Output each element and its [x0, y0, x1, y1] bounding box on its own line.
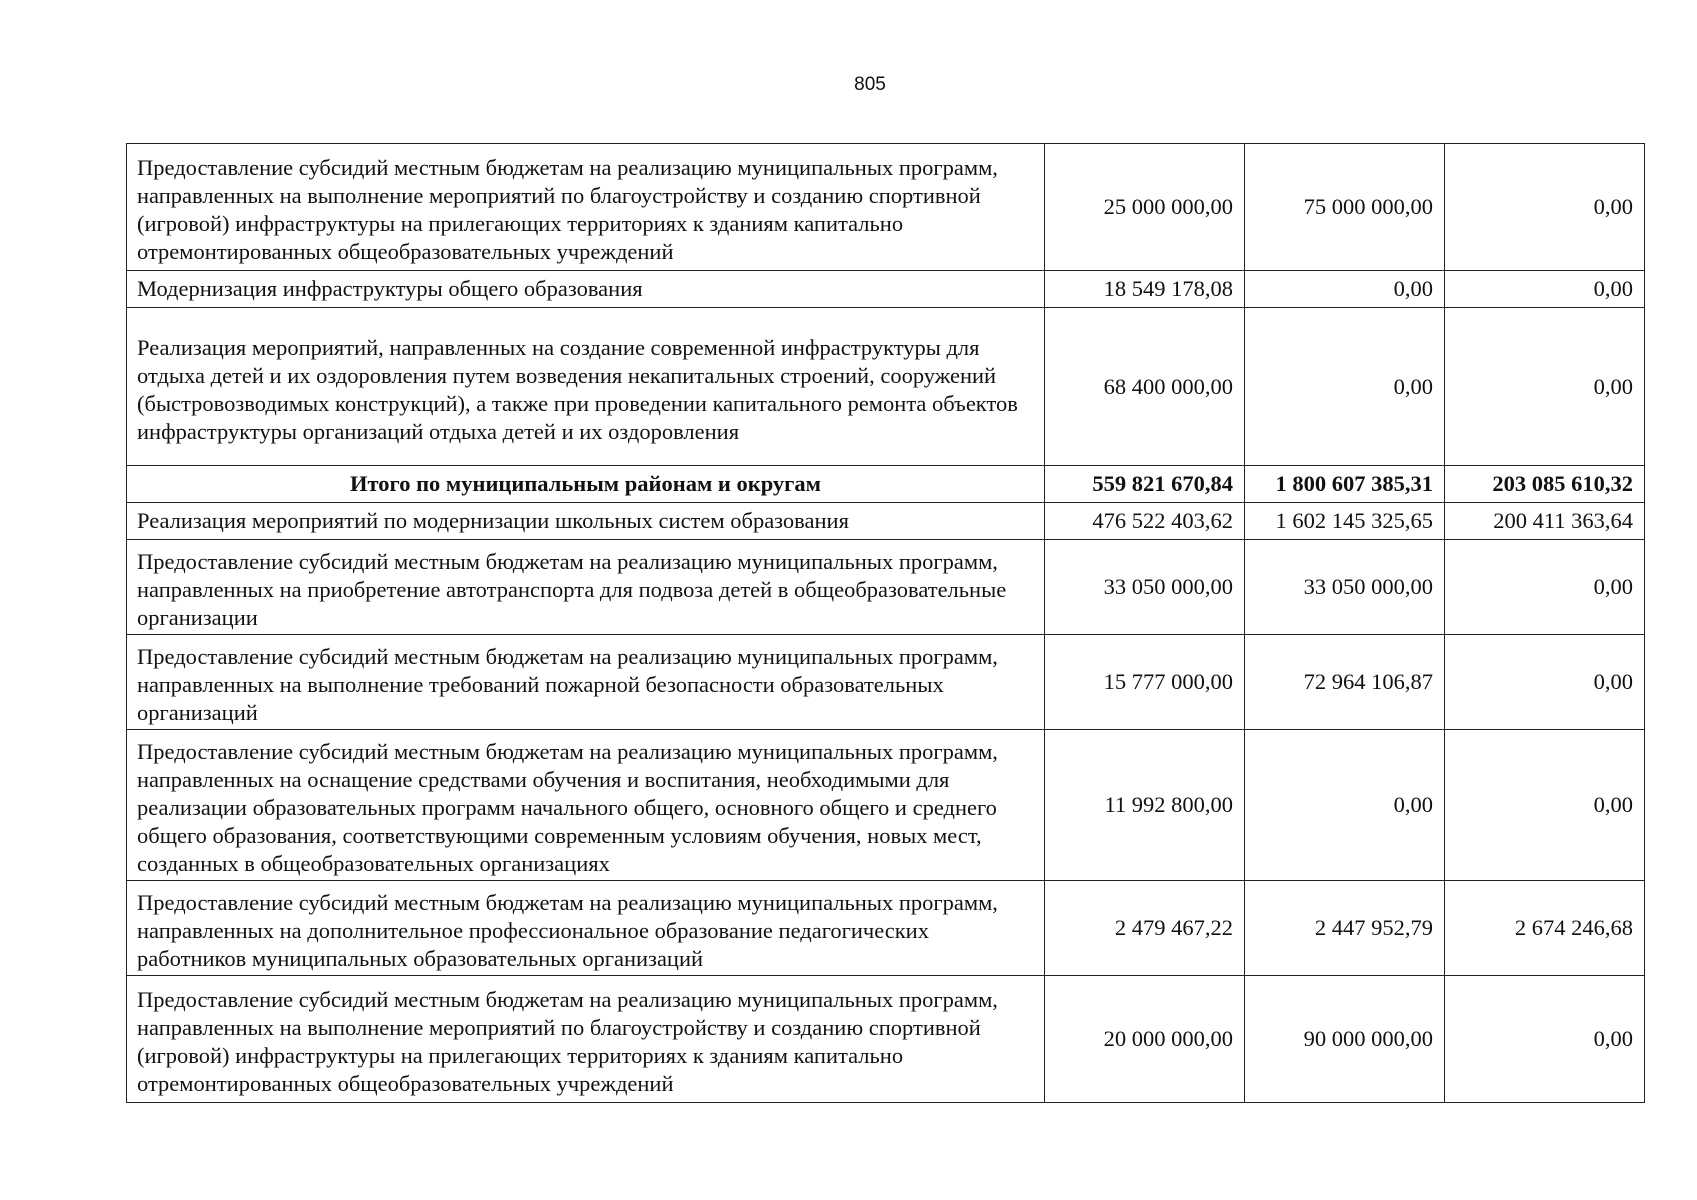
table-row	[127, 730, 1645, 881]
row-value-2: 2 447 952,79	[1245, 881, 1445, 976]
row-value-2: 72 964 106,87	[1245, 635, 1445, 730]
row-value-1: 33 050 000,00	[1045, 540, 1245, 635]
row-name: Реализация мероприятий по модернизации школьных систем образования	[127, 503, 1045, 540]
row-value-2: 0,00	[1245, 308, 1445, 466]
row-value-1: 25 000 000,00	[1045, 144, 1245, 271]
total-value-2: 1 800 607 385,31	[1245, 466, 1445, 503]
table-row	[127, 503, 1645, 540]
total-row	[127, 466, 1645, 503]
table-row	[127, 881, 1645, 976]
budget-table	[126, 143, 1645, 1103]
row-value-1: 15 777 000,00	[1045, 635, 1245, 730]
row-name: Модернизация инфраструктуры общего образования	[127, 271, 1045, 308]
row-value-1: 11 992 800,00	[1045, 730, 1245, 881]
row-value-2: 0,00	[1245, 271, 1445, 308]
row-value-3: 2 674 246,68	[1445, 881, 1645, 976]
row-value-2: 90 000 000,00	[1245, 976, 1445, 1103]
row-name: Предоставление субсидий местным бюджетам на реализацию муниципальных программ, направленных на выполнение мероприятий по благоустройству и созданию спортивной (игровой) инфраструктуры на прилегающих территориях к зданиям капитально отремонтированных общеобразовательных учреждений	[127, 144, 1045, 271]
row-value-1: 20 000 000,00	[1045, 976, 1245, 1103]
total-value-3: 203 085 610,32	[1445, 466, 1645, 503]
row-value-3: 200 411 363,64	[1445, 503, 1645, 540]
row-value-2: 1 602 145 325,65	[1245, 503, 1445, 540]
table-row	[127, 635, 1645, 730]
row-value-1: 2 479 467,22	[1045, 881, 1245, 976]
row-value-3: 0,00	[1445, 730, 1645, 881]
table-row	[127, 144, 1645, 271]
row-value-3: 0,00	[1445, 540, 1645, 635]
row-value-2: 0,00	[1245, 730, 1445, 881]
total-label: Итого по муниципальным районам и округам	[127, 466, 1045, 503]
row-value-3: 0,00	[1445, 308, 1645, 466]
row-name: Предоставление субсидий местным бюджетам на реализацию муниципальных программ, направленных на выполнение требований пожарной безопасности образовательных организаций	[127, 635, 1045, 730]
row-value-2: 33 050 000,00	[1245, 540, 1445, 635]
row-name: Предоставление субсидий местным бюджетам на реализацию муниципальных программ, направленных на дополнительное профессиональное образование педагогических работников муниципальных образовательных организаций	[127, 881, 1045, 976]
table-row	[127, 976, 1645, 1103]
table-row	[127, 308, 1645, 466]
row-value-3: 0,00	[1445, 635, 1645, 730]
row-value-1: 18 549 178,08	[1045, 271, 1245, 308]
row-value-1: 68 400 000,00	[1045, 308, 1245, 466]
table-row	[127, 540, 1645, 635]
row-value-2: 75 000 000,00	[1245, 144, 1445, 271]
page-number: 805	[854, 74, 886, 95]
row-value-1: 476 522 403,62	[1045, 503, 1245, 540]
row-name: Предоставление субсидий местным бюджетам на реализацию муниципальных программ, направленных на приобретение автотранспорта для подвоза детей в общеобразовательные организации	[127, 540, 1045, 635]
row-value-3: 0,00	[1445, 271, 1645, 308]
row-value-3: 0,00	[1445, 976, 1645, 1103]
total-value-1: 559 821 670,84	[1045, 466, 1245, 503]
row-value-3: 0,00	[1445, 144, 1645, 271]
row-name: Предоставление субсидий местным бюджетам на реализацию муниципальных программ, направленных на выполнение мероприятий по благоустройству и созданию спортивной (игровой) инфраструктуры на прилегающих территориях к зданиям капитально отремонтированных общеобразовательных учреждений	[127, 976, 1045, 1103]
row-name: Реализация мероприятий, направленных на создание современной инфраструктуры для отдыха детей и их оздоровления путем возведения некапитальных строений, сооружений (быстровозводимых конструкций), а также при проведении капитального ремонта объектов инфраструктуры организаций отдыха детей и их оздоровления	[127, 308, 1045, 466]
row-name: Предоставление субсидий местным бюджетам на реализацию муниципальных программ, направленных на оснащение средствами обучения и воспитания, необходимыми для реализации образовательных программ начального общего, основного общего и среднего общего образования, соответствующими современным условиям обучения, новых мест, созданных в общеобразовательных организациях	[127, 730, 1045, 881]
table-row	[127, 271, 1645, 308]
